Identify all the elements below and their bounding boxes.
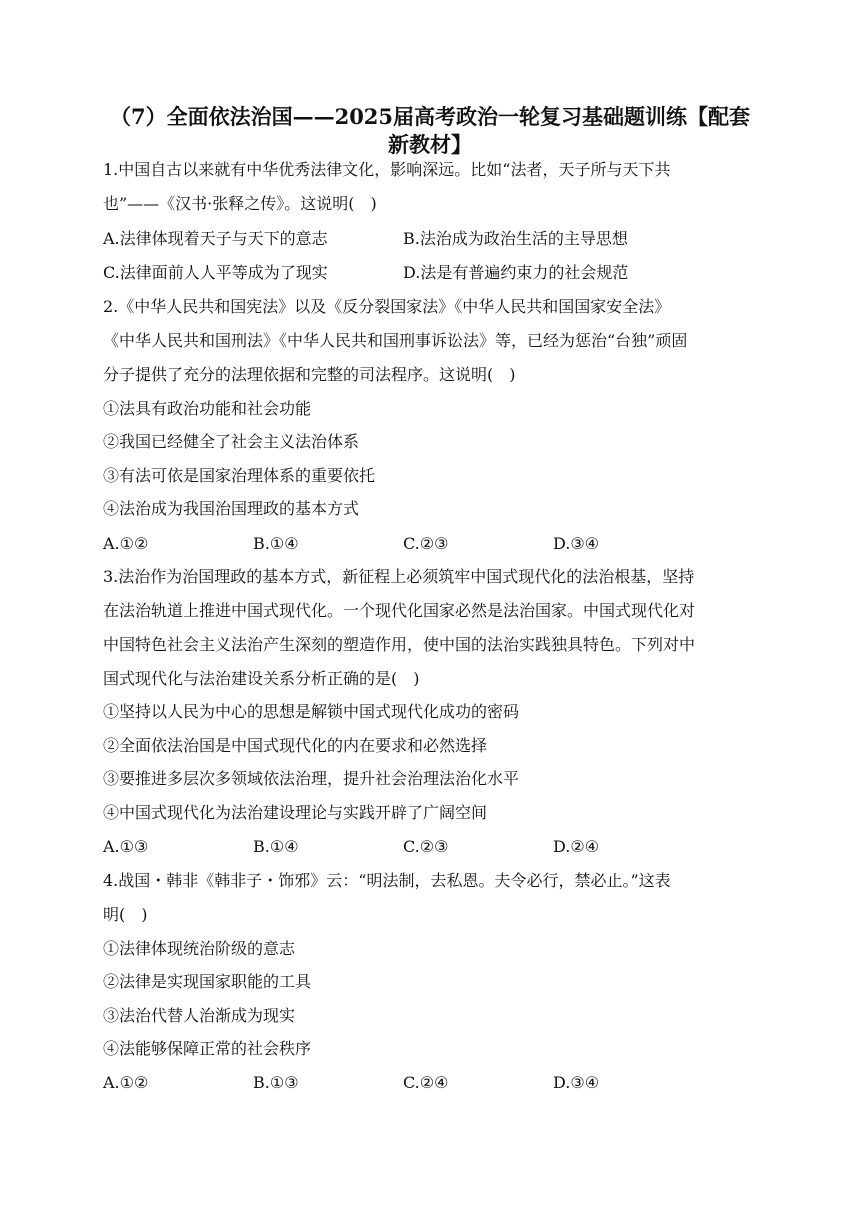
option-b: B.法治成为政治生活的主导思想 [403, 229, 628, 248]
option-a: A.①② [103, 1073, 149, 1092]
option-a: A.法律体现着天子与天下的意志 [103, 229, 328, 248]
document-title [100, 103, 760, 159]
question-stem: 分子提供了充分的法理依据和完整的司法程序。这说明( ) [103, 365, 516, 384]
option-d: D.法是有普遍约束力的社会规范 [403, 263, 629, 282]
question-stem: 明( ) [103, 905, 148, 924]
title-line-2: 新教材】 [388, 132, 472, 157]
question-stem: 3.法治作为治国理政的基本方式，新征程上必须筑牢中国式现代化的法治根基，坚持 [103, 567, 695, 586]
statement-3: ③有法可依是国家治理体系的重要依托 [103, 466, 376, 485]
statement-3: ③法治代替人治渐成为现实 [103, 1006, 296, 1025]
question-stem: 2.《中华人民共和国宪法》以及《反分裂国家法》《中华人民共和国国家安全法》 [103, 297, 671, 316]
question-stem: 中国特色社会主义法治产生深刻的塑造作用，使中国的法治实践独具特色。下列对中 [103, 635, 696, 654]
statement-3: ③要推进多层次多领域依法治理，提升社会治理法治化水平 [103, 769, 520, 788]
question-stem: 《中华人民共和国刑法》《中华人民共和国刑事诉讼法》等，已经为惩治“台独”顽固 [103, 331, 688, 350]
question-stem: 也”——《汉书·张释之传》。这说明( ) [103, 194, 377, 213]
option-b: B.①③ [253, 1073, 299, 1092]
statement-2: ②我国已经健全了社会主义法治体系 [103, 432, 360, 451]
option-a: A.①② [103, 534, 149, 553]
statement-1: ①法律体现统治阶级的意志 [103, 939, 296, 958]
statement-1: ①坚持以人民为中心的思想是解锁中国式现代化成功的密码 [103, 702, 520, 721]
statement-2: ②法律是实现国家职能的工具 [103, 972, 312, 991]
statement-4: ④法治成为我国治国理政的基本方式 [103, 499, 360, 518]
question-stem: 在法治轨道上推进中国式现代化。一个现代化国家必然是法治国家。中国式现代化对 [103, 601, 696, 620]
question-stem: 4.战国・韩非《韩非子・饰邪》云：“明法制，去私恩。夫令必行，禁必止。”这表 [103, 871, 671, 890]
option-c: C.②④ [403, 1073, 449, 1092]
option-c: C.②③ [403, 837, 449, 856]
title-line-1: （7）全面依法治国——2025届高考政治一轮复习基础题训练【配套 [109, 104, 751, 129]
option-c: C.法律面前人人平等成为了现实 [103, 263, 328, 282]
option-a: A.①③ [103, 837, 149, 856]
question-stem: 1.中国自古以来就有中华优秀法律文化，影响深远。比如“法者，天子所与天下共 [103, 160, 671, 179]
option-d: D.③④ [553, 534, 600, 553]
option-d: D.②④ [553, 837, 600, 856]
statement-1: ①法具有政治功能和社会功能 [103, 399, 312, 418]
option-c: C.②③ [403, 534, 449, 553]
statement-4: ④中国式现代化为法治建设理论与实践开辟了广阔空间 [103, 803, 488, 822]
option-d: D.③④ [553, 1073, 600, 1092]
option-b: B.①④ [253, 837, 299, 856]
statement-2: ②全面依法治国是中国式现代化的内在要求和必然选择 [103, 736, 488, 755]
question-stem: 国式现代化与法治建设关系分析正确的是( ) [103, 669, 420, 688]
statement-4: ④法能够保障正常的社会秩序 [103, 1039, 312, 1058]
option-b: B.①④ [253, 534, 299, 553]
